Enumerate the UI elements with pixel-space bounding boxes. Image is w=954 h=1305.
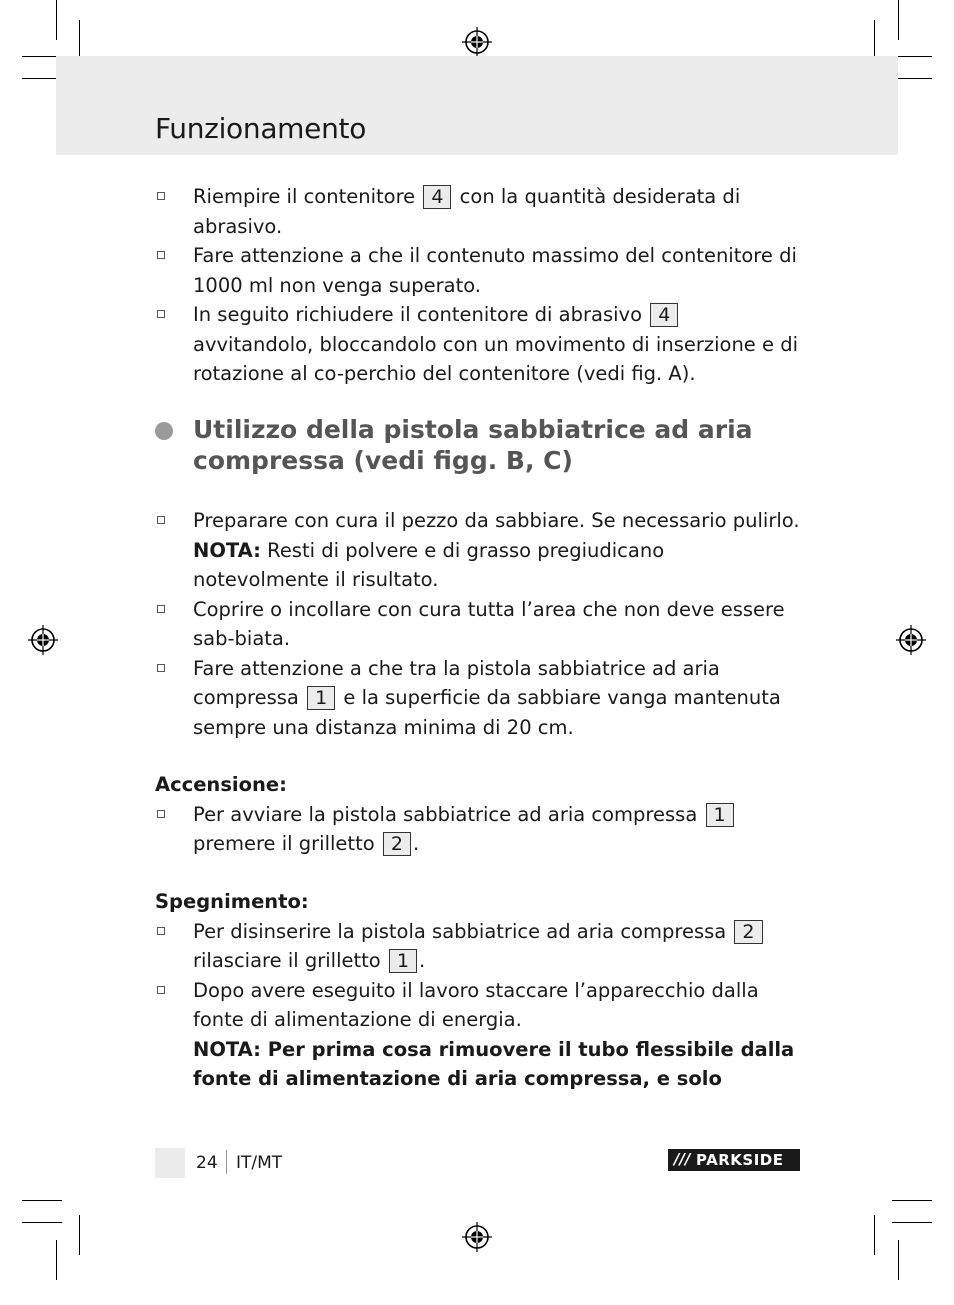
square-bullet-icon: [157, 986, 165, 994]
brand-mark: ///: [674, 1150, 691, 1168]
part-reference: 4: [423, 185, 451, 209]
crop-mark: [874, 20, 875, 60]
part-reference: 2: [734, 920, 762, 944]
section-heading: [155, 414, 801, 476]
spegnimento-block: [155, 887, 801, 1094]
brand-name: PARKSIDE: [696, 1151, 784, 1169]
crop-mark: [22, 1200, 62, 1201]
list-item: Fare attenzione a che tra la pistola sabbiatrice ad aria compressa 1 e la superficie da sabbiare vanga mantenuta sempre una distanza minima di 20 cm.: [155, 654, 801, 743]
footer-divider: [226, 1150, 227, 1174]
crop-mark: [892, 56, 932, 57]
square-bullet-icon: [157, 251, 165, 259]
square-bullet-icon: [157, 927, 165, 935]
crop-mark: [22, 1222, 62, 1223]
list-item: Riempire il contenitore 4 con la quantità desiderata di abrasivo.: [155, 182, 801, 241]
intro-list: [155, 182, 801, 389]
list-item: Dopo avere eseguito il lavoro staccare l’apparecchio dalla fonte di alimentazione di energia. NOTA: Per prima cosa rimuovere il tubo flessibile dalla fonte di alimentazione di aria compressa, e solo: [155, 976, 801, 1094]
part-reference: 4: [650, 303, 678, 327]
part-reference: 1: [389, 949, 417, 973]
list-item: In seguito richiudere il contenitore di abrasivo 4 avvitandolo, bloccandolo con un movimento di inserzione e di rotazione al co-perchio del contenitore (vedi fig. A).: [155, 300, 801, 389]
page-title: Funzionamento: [155, 112, 367, 145]
note-label: NOTA:: [193, 538, 261, 562]
crop-mark: [898, 0, 899, 40]
section-title: Utilizzo della pistola sabbiatrice ad aria compressa (vedi figg. B, C): [193, 415, 753, 475]
note-text: NOTA: Per prima cosa rimuovere il tubo flessibile dalla fonte di alimentazione di aria compressa, e solo: [193, 1037, 795, 1090]
registration-mark-icon: [28, 625, 58, 655]
part-reference: 2: [383, 832, 411, 856]
subheading: Accensione:: [155, 773, 287, 796]
language-code: IT/MT: [236, 1153, 283, 1173]
registration-mark-icon: [896, 625, 926, 655]
square-bullet-icon: [157, 664, 165, 672]
crop-mark: [892, 78, 932, 79]
list-item: Per avviare la pistola sabbiatrice ad aria compressa 1 premere il grilletto 2 .: [155, 800, 801, 859]
part-reference: 1: [307, 686, 335, 710]
square-bullet-icon: [157, 192, 165, 200]
subheading: Spegnimento:: [155, 890, 309, 913]
part-reference: 1: [706, 803, 734, 827]
list-item: Fare attenzione a che il contenuto massimo del contenitore di 1000 ml non venga superato.: [155, 241, 801, 300]
crop-mark: [79, 1215, 80, 1255]
crop-mark: [892, 1200, 932, 1201]
square-bullet-icon: [157, 516, 165, 524]
crop-mark: [892, 1222, 932, 1223]
square-bullet-icon: [157, 310, 165, 318]
accensione-block: [155, 770, 801, 859]
list-item: Preparare con cura il pezzo da sabbiare. Se necessario pulirlo. NOTA: Resti di polvere e di grasso pregiudicano notevolmente il risultato.: [155, 506, 801, 595]
crop-mark: [56, 1240, 57, 1280]
section-dot-icon: [155, 422, 173, 440]
page-number: 24: [196, 1153, 218, 1173]
crop-mark: [898, 1240, 899, 1280]
preparation-list: [155, 506, 801, 742]
crop-mark: [874, 1215, 875, 1255]
crop-mark: [79, 20, 80, 60]
square-bullet-icon: [157, 605, 165, 613]
registration-mark-icon: [462, 1222, 492, 1252]
registration-mark-icon: [462, 27, 492, 57]
brand-logo: [668, 1149, 800, 1171]
crop-mark: [56, 0, 57, 40]
square-bullet-icon: [157, 810, 165, 818]
list-item: Coprire o incollare con cura tutta l’area che non deve essere sab-biata.: [155, 595, 801, 654]
footer-box: [155, 1148, 185, 1178]
list-item: Per disinserire la pistola sabbiatrice ad aria compressa 2 rilasciare il grilletto 1 .: [155, 917, 801, 976]
